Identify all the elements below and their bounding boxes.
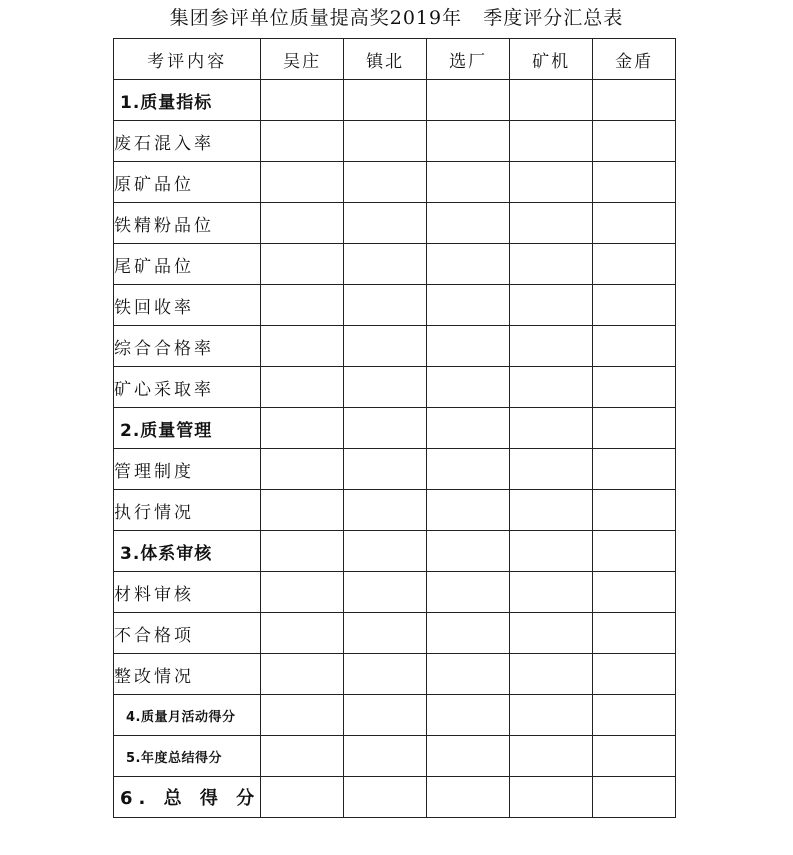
score-cell[interactable] [593, 326, 676, 367]
score-cell[interactable] [261, 244, 344, 285]
row-label: 6. 总 得 分 [114, 777, 261, 818]
score-cell[interactable] [344, 285, 427, 326]
table-row [114, 695, 676, 736]
row-label: 整改情况 [114, 654, 261, 695]
row-label: 执行情况 [114, 490, 261, 531]
score-cell[interactable] [427, 531, 510, 572]
score-cell[interactable] [427, 367, 510, 408]
score-cell[interactable] [344, 736, 427, 777]
score-cell[interactable] [427, 654, 510, 695]
score-cell[interactable] [261, 285, 344, 326]
score-cell[interactable] [344, 654, 427, 695]
score-cell[interactable] [510, 777, 593, 818]
score-cell[interactable] [427, 490, 510, 531]
score-cell[interactable] [510, 162, 593, 203]
score-cell[interactable] [427, 80, 510, 121]
row-label: 4.质量月活动得分 [114, 695, 261, 736]
score-summary-table [113, 38, 676, 818]
score-cell[interactable] [427, 203, 510, 244]
row-label: 原矿品位 [114, 162, 261, 203]
header-unit-wuzhuang: 吴庄 [261, 39, 344, 80]
score-cell[interactable] [344, 326, 427, 367]
row-label: 1.质量指标 [114, 80, 261, 121]
score-cell[interactable] [593, 162, 676, 203]
score-cell[interactable] [510, 367, 593, 408]
score-cell[interactable] [510, 490, 593, 531]
score-cell[interactable] [261, 736, 344, 777]
header-unit-xuanchang: 选厂 [427, 39, 510, 80]
table-row [114, 654, 676, 695]
score-cell[interactable] [510, 449, 593, 490]
score-cell[interactable] [510, 695, 593, 736]
score-cell[interactable] [261, 531, 344, 572]
header-unit-jindun: 金盾 [593, 39, 676, 80]
document-title: 集团参评单位质量提高奖2019年 季度评分汇总表 [169, 7, 624, 29]
score-cell[interactable] [261, 326, 344, 367]
score-cell[interactable] [510, 326, 593, 367]
score-cell[interactable] [510, 80, 593, 121]
score-cell[interactable] [344, 613, 427, 654]
score-cell[interactable] [261, 777, 344, 818]
row-label: 5.年度总结得分 [114, 736, 261, 777]
table-row [114, 285, 676, 326]
score-cell[interactable] [427, 613, 510, 654]
score-cell[interactable] [593, 572, 676, 613]
score-cell[interactable] [510, 613, 593, 654]
header-evaluation-content: 考评内容 [114, 39, 261, 80]
score-cell[interactable] [261, 162, 344, 203]
score-cell[interactable] [261, 203, 344, 244]
score-cell[interactable] [261, 80, 344, 121]
score-cell[interactable] [593, 80, 676, 121]
score-cell[interactable] [344, 367, 427, 408]
score-cell[interactable] [510, 285, 593, 326]
score-cell[interactable] [344, 244, 427, 285]
score-cell[interactable] [427, 244, 510, 285]
table-row [114, 777, 676, 818]
row-label: 3.体系审核 [114, 531, 261, 572]
table-row [114, 408, 676, 449]
score-cell[interactable] [344, 531, 427, 572]
score-cell[interactable] [261, 654, 344, 695]
table-row [114, 326, 676, 367]
table-row [114, 572, 676, 613]
score-cell[interactable] [510, 244, 593, 285]
score-cell[interactable] [593, 613, 676, 654]
score-cell[interactable] [427, 408, 510, 449]
score-cell[interactable] [344, 408, 427, 449]
score-cell[interactable] [510, 531, 593, 572]
row-label: 2.质量管理 [114, 408, 261, 449]
score-cell[interactable] [344, 695, 427, 736]
score-cell[interactable] [427, 449, 510, 490]
score-cell[interactable] [427, 326, 510, 367]
score-cell[interactable] [593, 777, 676, 818]
table-row [114, 367, 676, 408]
score-cell[interactable] [261, 490, 344, 531]
score-cell[interactable] [344, 203, 427, 244]
score-cell[interactable] [593, 490, 676, 531]
score-cell[interactable] [427, 121, 510, 162]
table-row [114, 531, 676, 572]
row-label: 铁精粉品位 [114, 203, 261, 244]
score-cell[interactable] [344, 490, 427, 531]
score-cell[interactable] [510, 736, 593, 777]
score-cell[interactable] [593, 695, 676, 736]
score-cell[interactable] [344, 80, 427, 121]
score-cell[interactable] [427, 162, 510, 203]
score-cell[interactable] [593, 285, 676, 326]
row-label: 材料审核 [114, 572, 261, 613]
score-cell[interactable] [593, 367, 676, 408]
table-row [114, 490, 676, 531]
score-cell[interactable] [261, 695, 344, 736]
score-cell[interactable] [344, 449, 427, 490]
table-header-row [114, 39, 676, 80]
row-label: 不合格项 [114, 613, 261, 654]
score-cell[interactable] [593, 408, 676, 449]
score-cell[interactable] [593, 531, 676, 572]
score-cell[interactable] [510, 654, 593, 695]
score-cell[interactable] [427, 777, 510, 818]
row-label: 尾矿品位 [114, 244, 261, 285]
row-label: 管理制度 [114, 449, 261, 490]
table-row [114, 121, 676, 162]
score-cell[interactable] [344, 572, 427, 613]
table-row [114, 162, 676, 203]
score-cell[interactable] [427, 736, 510, 777]
header-unit-kuangji: 矿机 [510, 39, 593, 80]
score-cell[interactable] [261, 121, 344, 162]
score-cell[interactable] [261, 449, 344, 490]
score-cell[interactable] [510, 121, 593, 162]
score-cell[interactable] [261, 408, 344, 449]
score-cell[interactable] [593, 449, 676, 490]
score-cell[interactable] [261, 367, 344, 408]
row-label: 废石混入率 [114, 121, 261, 162]
score-cell[interactable] [427, 285, 510, 326]
table-row [114, 613, 676, 654]
row-label: 矿心采取率 [114, 367, 261, 408]
score-cell[interactable] [510, 203, 593, 244]
score-cell[interactable] [510, 408, 593, 449]
score-cell[interactable] [261, 572, 344, 613]
row-label: 铁回收率 [114, 285, 261, 326]
score-cell[interactable] [344, 162, 427, 203]
row-label: 综合合格率 [114, 326, 261, 367]
score-cell[interactable] [593, 654, 676, 695]
table-row [114, 244, 676, 285]
score-cell[interactable] [427, 572, 510, 613]
score-cell[interactable] [510, 572, 593, 613]
table-row [114, 80, 676, 121]
table-row [114, 203, 676, 244]
score-cell[interactable] [344, 777, 427, 818]
header-unit-zhenbei: 镇北 [344, 39, 427, 80]
score-cell[interactable] [261, 613, 344, 654]
table-row [114, 736, 676, 777]
table-row [114, 449, 676, 490]
score-cell[interactable] [427, 695, 510, 736]
score-cell[interactable] [593, 244, 676, 285]
score-cell[interactable] [593, 736, 676, 777]
score-cell[interactable] [593, 121, 676, 162]
score-cell[interactable] [593, 203, 676, 244]
score-cell[interactable] [344, 121, 427, 162]
